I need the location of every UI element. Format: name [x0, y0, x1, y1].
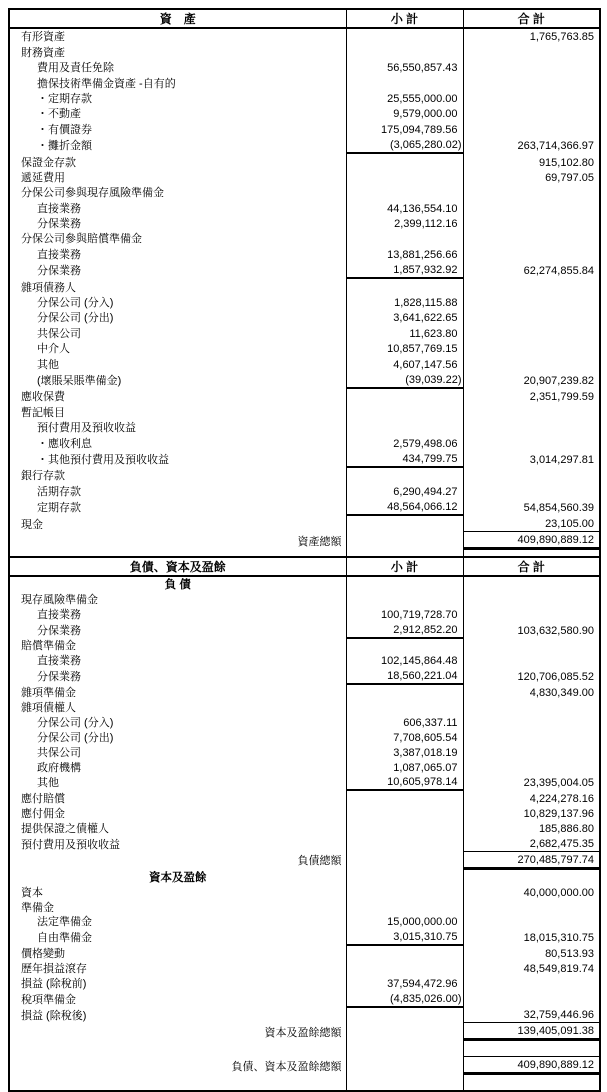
row-label: 直接業務 [37, 202, 81, 215]
subtotal-value [346, 185, 463, 200]
row-label: 分保公司 (分入) [37, 716, 114, 729]
subtotal-value [346, 684, 463, 700]
column-header-subtotal: 小 計 [346, 557, 463, 576]
subtotal-value [346, 515, 463, 531]
subtotal-value: 606,337.11 [346, 715, 463, 730]
row-label: 歷年損益滾存 [21, 963, 87, 976]
row-label: 政府機構 [37, 761, 81, 774]
subtotal-value: 25,555,000.00 [346, 91, 463, 106]
table-row [9, 278, 600, 294]
table-row [9, 262, 600, 278]
row-label: 準備金 [21, 901, 54, 914]
total-value: 23,395,004.05 [463, 775, 600, 791]
total-value: 20,907,239.82 [463, 372, 600, 388]
row-label: 賠償準備金 [21, 640, 76, 653]
total-value: 103,632,580.90 [463, 622, 600, 638]
table-row [9, 75, 600, 90]
total-value [463, 483, 600, 498]
row-label: 分保業務 [37, 218, 81, 231]
row-label: 損益 (除稅後) [21, 1009, 87, 1022]
total-row-label: 資本及盈餘總額 [264, 1026, 342, 1039]
table-row [9, 106, 600, 121]
table-row [9, 483, 600, 498]
row-label: (壞賬呆賬準備金) [37, 374, 122, 387]
table-row [9, 60, 600, 75]
subtotal-value [346, 420, 463, 435]
total-value [463, 868, 600, 884]
total-value: 2,351,799.59 [463, 388, 600, 404]
total-value: 915,102.80 [463, 153, 600, 169]
table-row [9, 231, 600, 246]
subtotal-value [346, 1057, 463, 1074]
subtotal-value [346, 836, 463, 851]
table-row [9, 852, 600, 869]
subtotal-value: 100,719,728.70 [346, 607, 463, 622]
total-value: 270,485,797.74 [463, 852, 600, 869]
row-label: 保證金存款 [21, 156, 76, 169]
total-value [463, 638, 600, 654]
subtotal-value: 102,145,864.48 [346, 653, 463, 668]
subtotal-value [346, 638, 463, 654]
total-value [463, 420, 600, 435]
row-label: 直接業務 [37, 608, 81, 621]
total-value: 1,765,763.85 [463, 28, 600, 44]
row-label: 暫記帳目 [21, 406, 65, 419]
total-value [463, 900, 600, 915]
total-value [463, 341, 600, 356]
total-value [463, 715, 600, 730]
row-label: 分保業務 [37, 265, 81, 278]
table-row [9, 295, 600, 310]
column-header-label: 負債、資本及盈餘 [9, 557, 346, 576]
total-value [463, 75, 600, 90]
row-label [9, 1040, 346, 1057]
table-row [9, 900, 600, 915]
subtotal-value: 37,594,472.96 [346, 976, 463, 991]
table-row [9, 915, 600, 930]
total-value: 10,829,137.96 [463, 806, 600, 821]
row-label: 直接業務 [37, 248, 81, 261]
row-label: ・不動產 [37, 108, 81, 121]
total-value: 40,000,000.00 [463, 885, 600, 900]
section-heading: 負 債 [164, 578, 191, 591]
total-value: 3,014,297.81 [463, 451, 600, 467]
table-row [9, 868, 600, 884]
row-label: 法定準備金 [37, 916, 92, 929]
subtotal-value: 18,560,221.04 [346, 668, 463, 684]
total-value [463, 467, 600, 483]
subtotal-value: (39,039.22) [346, 372, 463, 388]
subtotal-value: (3,065,280.02) [346, 137, 463, 153]
table-row [9, 153, 600, 169]
table-row [9, 44, 600, 59]
total-value: 409,890,889.12 [463, 532, 600, 549]
row-label: ・其他預付費用及預收收益 [37, 453, 169, 466]
table-row [9, 790, 600, 806]
total-value: 185,886.80 [463, 821, 600, 836]
total-value [463, 700, 600, 715]
total-value [463, 185, 600, 200]
table-row [9, 404, 600, 419]
subtotal-value [346, 532, 463, 549]
assets-table [8, 8, 601, 568]
total-value [463, 653, 600, 668]
row-label: ・定期存款 [37, 92, 92, 105]
subtotal-value: 11,623.80 [346, 325, 463, 340]
subtotal-value [346, 153, 463, 169]
table-row [9, 246, 600, 261]
subtotal-value [346, 404, 463, 419]
total-value [463, 121, 600, 136]
subtotal-value: 2,579,498.06 [346, 435, 463, 450]
row-label: 提供保證之債權人 [21, 823, 109, 836]
table-row [9, 760, 600, 775]
row-label: ・有價證券 [37, 123, 92, 136]
table-row [9, 388, 600, 404]
subtotal-value [346, 467, 463, 483]
row-label: 價格變動 [21, 948, 65, 961]
row-label: 銀行存款 [21, 470, 65, 483]
table-row [9, 821, 600, 836]
subtotal-value [346, 278, 463, 294]
table-row [9, 200, 600, 215]
subtotal-value: 10,857,769.15 [346, 341, 463, 356]
subtotal-value [346, 28, 463, 44]
subtotal-value: (4,835,026.00) [346, 991, 463, 1007]
table-row [9, 310, 600, 325]
subtotal-value [346, 576, 463, 592]
subtotal-value: 48,564,066.12 [346, 499, 463, 515]
table-row [9, 745, 600, 760]
header-row [9, 557, 600, 576]
subtotal-value [346, 700, 463, 715]
subtotal-value: 175,094,789.56 [346, 121, 463, 136]
subtotal-value: 1,857,932.92 [346, 262, 463, 278]
subtotal-value [346, 806, 463, 821]
row-label: 分保公司 (分出) [37, 731, 114, 744]
total-value [463, 356, 600, 371]
row-label: 稅項準備金 [21, 993, 76, 1006]
table-row [9, 976, 600, 991]
table-row [9, 961, 600, 976]
total-value: 62,274,855.84 [463, 262, 600, 278]
total-value [463, 1040, 600, 1057]
row-label: 現存風險準備金 [21, 593, 98, 606]
subtotal-value: 3,015,310.75 [346, 929, 463, 945]
subtotal-value: 44,136,554.10 [346, 200, 463, 215]
table-row [9, 170, 600, 185]
total-value: 48,549,819.74 [463, 961, 600, 976]
row-label [9, 1074, 346, 1091]
subtotal-value: 434,799.75 [346, 451, 463, 467]
subtotal-value: 2,399,112.16 [346, 216, 463, 231]
subtotal-value [346, 44, 463, 59]
subtotal-value [346, 961, 463, 976]
total-value: 23,105.00 [463, 515, 600, 531]
subtotal-value: 10,605,978.14 [346, 775, 463, 791]
subtotal-value [346, 1007, 463, 1023]
table-row [9, 216, 600, 231]
table-row [9, 715, 600, 730]
row-label: ・應收利息 [37, 437, 92, 450]
subtotal-value: 9,579,000.00 [346, 106, 463, 121]
total-value [463, 60, 600, 75]
subtotal-value [346, 821, 463, 836]
subtotal-value [346, 592, 463, 607]
subtotal-value [346, 945, 463, 961]
table-row [9, 668, 600, 684]
subtotal-value: 7,708,605.54 [346, 730, 463, 745]
row-label: ・攤折金額 [37, 140, 92, 153]
row-label: 應付賠償 [21, 793, 65, 806]
table-row [9, 929, 600, 945]
row-label: 分保公司參與現存風險準備金 [21, 187, 164, 200]
subtotal-value [346, 1074, 463, 1091]
total-value: 80,513.93 [463, 945, 600, 961]
subtotal-value [346, 790, 463, 806]
table-row [9, 991, 600, 1007]
table-row [9, 945, 600, 961]
total-value [463, 745, 600, 760]
table-row [9, 700, 600, 715]
table-row [9, 576, 600, 592]
row-label: 分保公司 (分入) [37, 297, 114, 310]
table-row [9, 775, 600, 791]
total-value [463, 435, 600, 450]
total-value [463, 200, 600, 215]
column-header-total: 合 計 [463, 9, 600, 28]
total-row-label: 負債總額 [297, 855, 342, 868]
row-label: 直接業務 [37, 655, 81, 668]
row-label: 財務資產 [21, 46, 65, 59]
total-value [463, 325, 600, 340]
row-label: 雜項債務人 [21, 281, 76, 294]
row-label: 應付佣金 [21, 808, 65, 821]
total-value [463, 976, 600, 991]
table-row [9, 592, 600, 607]
row-label: 雜項債權人 [21, 702, 76, 715]
subtotal-value: 1,087,065.07 [346, 760, 463, 775]
subtotal-value [346, 900, 463, 915]
total-value [463, 576, 600, 592]
total-value: 4,830,349.00 [463, 684, 600, 700]
table-row [9, 435, 600, 450]
table-row [9, 515, 600, 531]
table-row [9, 607, 600, 622]
subtotal-value: 1,828,115.88 [346, 295, 463, 310]
table-row [9, 467, 600, 483]
total-value [463, 915, 600, 930]
total-value [463, 730, 600, 745]
column-header-total: 合 計 [463, 557, 600, 576]
total-value: 54,854,560.39 [463, 499, 600, 515]
subtotal-value [346, 868, 463, 884]
subtotal-value [346, 388, 463, 404]
table-row [9, 730, 600, 745]
row-label: 其他 [37, 777, 59, 790]
row-label: 中介人 [37, 343, 70, 356]
subtotal-value: 15,000,000.00 [346, 915, 463, 930]
total-value [463, 44, 600, 59]
row-label: 活期存款 [37, 485, 81, 498]
total-value [463, 295, 600, 310]
row-label: 自由準備金 [37, 932, 92, 945]
table-row [9, 1057, 600, 1074]
row-label: 有形資產 [21, 31, 65, 44]
table-row [9, 836, 600, 851]
total-value [463, 91, 600, 106]
total-value [463, 246, 600, 261]
row-label: 資本 [21, 886, 43, 899]
total-value: 263,714,366.97 [463, 137, 600, 153]
total-value [463, 310, 600, 325]
table-row [9, 451, 600, 467]
row-label: 應收保費 [21, 391, 65, 404]
subtotal-value [346, 885, 463, 900]
subtotal-value: 3,387,018.19 [346, 745, 463, 760]
section-heading: 資本及盈餘 [149, 871, 207, 884]
total-row-label: 負債、資本及盈餘總額 [231, 1060, 342, 1073]
total-value: 32,759,446.96 [463, 1007, 600, 1023]
total-value [463, 1074, 600, 1091]
subtotal-value [346, 170, 463, 185]
subtotal-value: 13,881,256.66 [346, 246, 463, 261]
total-value: 139,405,091.38 [463, 1023, 600, 1040]
subtotal-value [346, 852, 463, 869]
row-label: 共保公司 [37, 327, 81, 340]
column-header-subtotal: 小 計 [346, 9, 463, 28]
table-row [9, 341, 600, 356]
subtotal-value [346, 75, 463, 90]
spacer-row [9, 1074, 600, 1091]
liabilities-capital-table [8, 556, 601, 1092]
table-row [9, 499, 600, 515]
table-row [9, 622, 600, 638]
total-value: 2,682,475.35 [463, 836, 600, 851]
column-header-label: 資 產 [9, 9, 346, 28]
total-value: 409,890,889.12 [463, 1057, 600, 1074]
header-row [9, 9, 600, 28]
table-row [9, 420, 600, 435]
total-value: 18,015,310.75 [463, 929, 600, 945]
row-label: 定期存款 [37, 502, 81, 515]
table-row [9, 1007, 600, 1023]
row-label: 分保公司 (分出) [37, 312, 114, 325]
table-row [9, 356, 600, 371]
subtotal-value [346, 1023, 463, 1040]
total-value: 4,224,278.16 [463, 790, 600, 806]
subtotal-value: 2,912,852.20 [346, 622, 463, 638]
row-label: 費用及責任免除 [37, 62, 114, 75]
table-row [9, 1023, 600, 1040]
table-row [9, 653, 600, 668]
table-row [9, 885, 600, 900]
row-label: 分保公司參與賠償準備金 [21, 233, 142, 246]
total-value: 69,797.05 [463, 170, 600, 185]
subtotal-value: 56,550,857.43 [346, 60, 463, 75]
table-row [9, 532, 600, 549]
table-row [9, 91, 600, 106]
subtotal-value: 6,290,494.27 [346, 483, 463, 498]
total-value: 120,706,085.52 [463, 668, 600, 684]
subtotal-value: 4,607,147.56 [346, 356, 463, 371]
table-row [9, 638, 600, 654]
table-row [9, 684, 600, 700]
subtotal-value [346, 1040, 463, 1057]
total-row-label: 資產總額 [297, 535, 342, 548]
row-label: 預付費用及預收收益 [21, 838, 120, 851]
total-value [463, 760, 600, 775]
total-value [463, 592, 600, 607]
row-label: 分保業務 [37, 624, 81, 637]
row-label: 擔保技術準備金資產 -自有的 [37, 77, 176, 90]
row-label: 雜項準備金 [21, 687, 76, 700]
table-row [9, 325, 600, 340]
subtotal-value [346, 231, 463, 246]
row-label: 現金 [21, 518, 43, 531]
table-row [9, 185, 600, 200]
subtotal-value: 3,641,622.65 [346, 310, 463, 325]
total-value [463, 991, 600, 1007]
table-row [9, 137, 600, 153]
table-row [9, 121, 600, 136]
row-label: 其他 [37, 358, 59, 371]
row-label: 預付費用及預收收益 [37, 422, 136, 435]
row-label: 分保業務 [37, 671, 81, 684]
total-value [463, 216, 600, 231]
total-value [463, 278, 600, 294]
total-value [463, 607, 600, 622]
row-label: 損益 (除稅前) [21, 978, 87, 991]
row-label: 遞延費用 [21, 171, 65, 184]
total-value [463, 231, 600, 246]
row-label: 共保公司 [37, 746, 81, 759]
table-row [9, 806, 600, 821]
total-value [463, 106, 600, 121]
spacer-row [9, 1040, 600, 1057]
total-value [463, 404, 600, 419]
table-row [9, 372, 600, 388]
table-row [9, 28, 600, 44]
